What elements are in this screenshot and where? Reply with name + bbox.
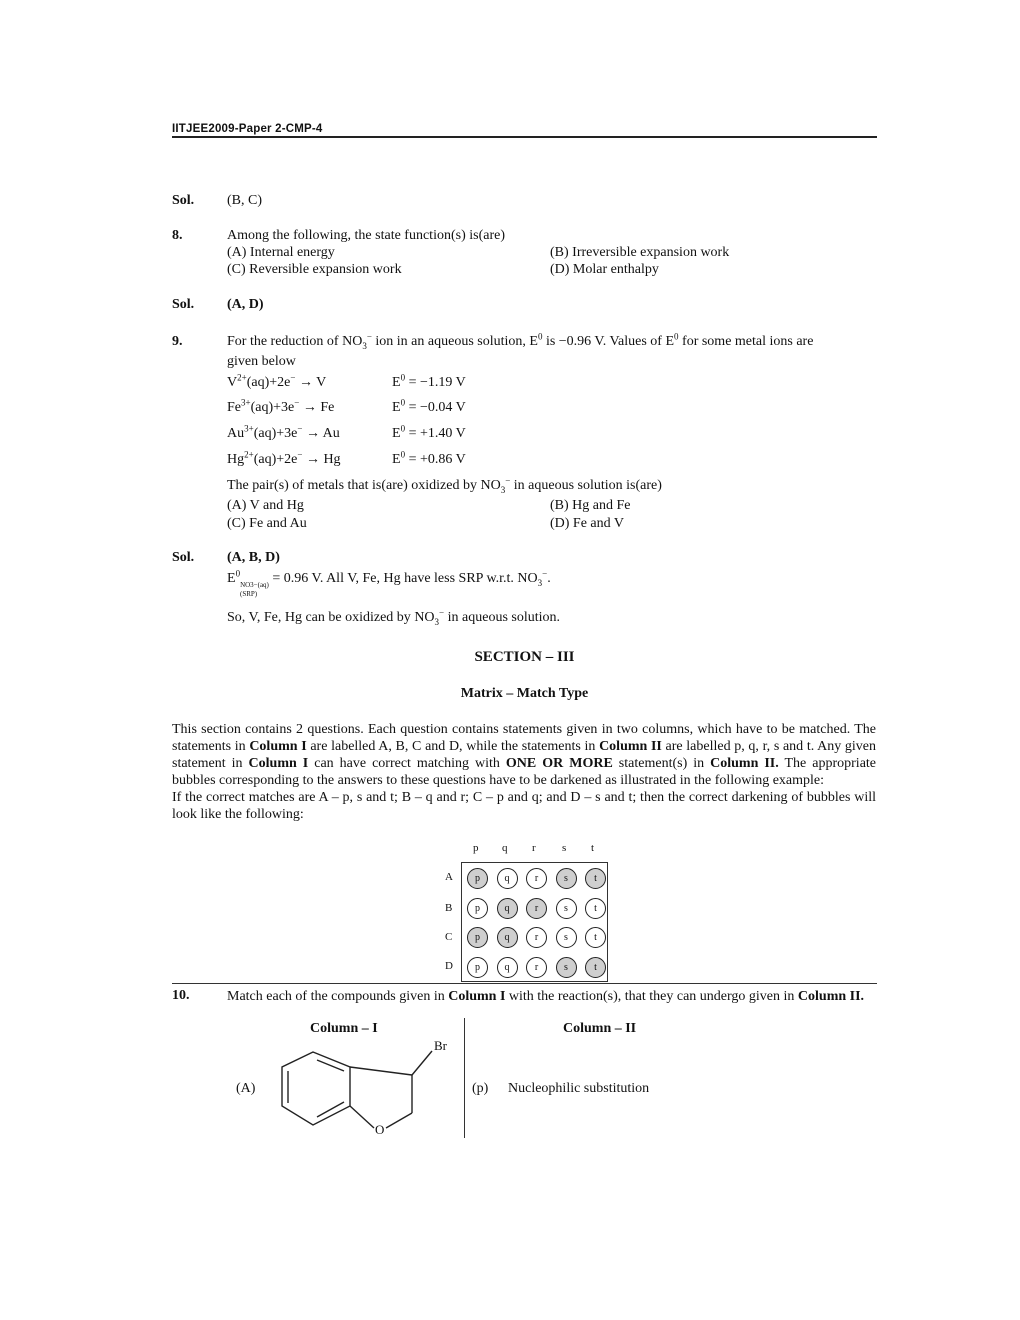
potential-value: $E^0 = +0.86$ V [392,449,466,467]
benzofuran-structure [278,1035,458,1140]
section-divider [172,983,877,984]
potential-value: $E^0 = +1.40$ V [392,423,466,441]
column-label: s [562,842,567,854]
oxygen-label: O [375,1122,385,1137]
bubble-a-p: p [467,868,488,889]
sol-label: Sol. [172,550,195,565]
reaction-row: $Fe^{3+}(aq)+3e^- \to Fe$ [227,397,335,415]
page-header: IITJEE2009-Paper 2-CMP-4 [172,123,323,135]
nitrate-formula: $NO_3^-$ [480,475,511,495]
nitrate-formula: $NO_3^-$. [517,568,551,588]
bubble-c-r: r [526,927,547,948]
bubble-b-s: s [556,898,577,919]
bubble-c-t: t [585,927,606,948]
row-label: C [445,931,453,943]
sol-line: So, V, Fe, Hg can be oxidized by $NO_3^-$ in aqueous solution. [227,607,561,627]
nitrate-formula: $NO_3^-$ [342,331,372,351]
option-c: (C) Fe and Au [227,516,307,531]
benzene-ring [282,1052,350,1125]
section-subtitle: Matrix – Match Type [460,686,589,701]
bubble-b-t: t [585,898,606,919]
sol-answer: (A, B, D) [227,550,280,565]
column-2-header: Column – II [563,1021,637,1036]
row-a-label: (A) [236,1081,256,1096]
bubble-d-s: s [556,957,577,978]
option-a: (A) V and Hg [227,498,304,513]
row-p-text: Nucleophilic substitution [508,1081,650,1096]
question-number: 8. [172,228,183,243]
option-d: (D) Fe and V [550,516,625,531]
double-bond [317,1060,344,1071]
option-b: (B) Irreversible expansion work [550,245,730,260]
br-label: Br [434,1038,447,1053]
column-1-header: Column – I [310,1021,378,1036]
option-a: (A) Internal energy [227,245,335,260]
bubble-d-q: q [497,957,518,978]
bubble-a-t: t [585,868,606,889]
bubble-a-r: r [526,868,547,889]
column-label: q [502,842,508,854]
section-title: SECTION – III [474,649,575,665]
bubble-d-t: t [585,957,606,978]
bubble-b-r: r [526,898,547,919]
question-number: 10. [172,988,190,1003]
question-text: For the reduction of $NO_3^-$ ion in an aqueous solution, $E^0$ is −0.96 V. Values of $E^0$ for some metal ions are [227,331,814,351]
bubble-b-p: p [467,898,488,919]
bubble-c-p: p [467,927,488,948]
section-instructions: This section contains 2 questions. Each question contains statements given in two columns, which have to be matched. The statements in Column I are labelled A, B, C and D, while the statements in Column II are labelled p, q, r, s and t. Any given statement in Column I can have correct matching with ONE OR MORE statement(s) in Column II. The appropriate bubbles corresponding to the answers to these questions have to be darkened as illustrated in the following example: If the correct matches are A – p, s and t; B – q and r; C – p and q; and D – s and t; then the correct darkening of bubbles will look like the following: [172,722,877,822]
bubble-a-q: q [497,868,518,889]
sol-subscript-note: (SRP) [240,590,258,598]
sol-answer: (B, C) [227,193,262,208]
column-label: t [591,842,595,854]
column-divider [464,1018,465,1138]
bubble-c-s: s [556,927,577,948]
ring-bond [386,1113,412,1128]
row-label: D [445,960,453,972]
row-label: A [445,871,453,883]
nitrate-formula: $NO_3^-$ [414,607,445,627]
ring-bond [350,1106,374,1128]
question-number: 9. [172,334,183,349]
bubble-d-r: r [526,957,547,978]
row-p-label: (p) [472,1081,489,1096]
potential-value: $E^0 = -0.04$ V [392,397,466,415]
reaction-row: $Au^{3+}(aq)+3e^- \to Au$ [227,423,340,441]
column-label: p [473,842,479,854]
sol-label: Sol. [172,297,195,312]
sol-label: Sol. [172,193,195,208]
option-c: (C) Reversible expansion work [227,262,402,277]
bubble-a-s: s [556,868,577,889]
bubble-b-q: q [497,898,518,919]
br-bond [412,1051,432,1075]
potential-value: $E^0 = -1.19$ V [392,372,466,390]
sol-line: $E^0_{NO3-(aq)} = 0.96$ V. All V, Fe, Hg have less SRP w.r.t. $NO_3^-$. [227,568,551,589]
header-rule [172,136,877,138]
bubble-d-p: p [467,957,488,978]
row-label: B [445,902,453,914]
question-text: The pair(s) of metals that is(are) oxidized by $NO_3^-$ in aqueous solution is(are) [227,475,662,495]
bubble-grid [461,862,608,982]
option-b: (B) Hg and Fe [550,498,631,513]
column-label: r [532,842,536,854]
double-bond [317,1102,344,1117]
question-text: Match each of the compounds given in Column I with the reaction(s), that they can undergo given in Column II. [227,989,865,1004]
sol-answer: (A, D) [227,297,264,312]
reaction-row: $Hg^{2+}(aq)+2e^- \to Hg$ [227,449,341,467]
question-text: Among the following, the state function(s) is(are) [227,228,505,243]
question-text-line2: given below [227,354,296,369]
option-d: (D) Molar enthalpy [550,262,659,277]
bubble-c-q: q [497,927,518,948]
ring-bond [350,1067,412,1075]
reaction-row: $V^{2+}(aq)+2e^- \to V$ [227,372,327,390]
